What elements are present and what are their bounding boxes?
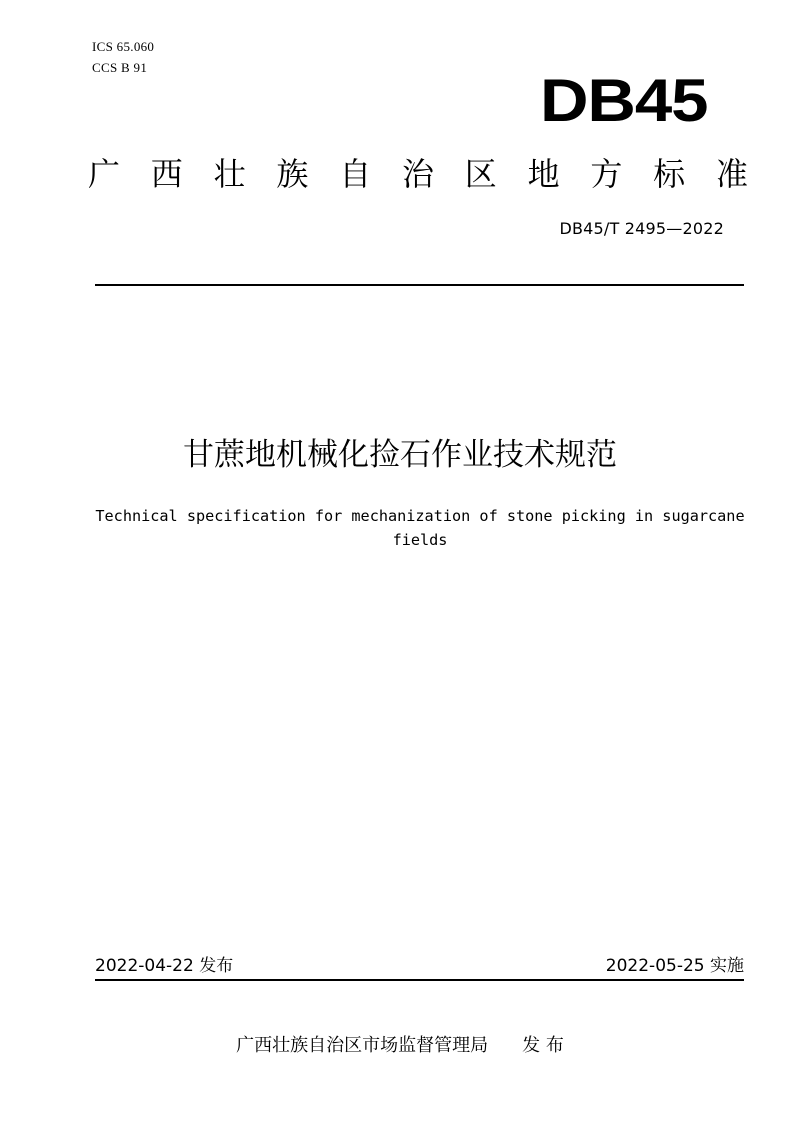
bottom-divider [95,979,744,981]
standard-type-char: 族 [276,155,309,193]
implement-date: 2022-05-25 实施 [605,956,744,976]
standard-type-char: 区 [464,155,497,193]
issuer-line [0,1034,800,1058]
db45-logo: DB45 [540,67,708,134]
standard-type-char: 地 [527,155,560,193]
document-title-cn: 甘蔗地机械化捡石作业技术规范 [183,437,617,473]
ccs-code: CCS B 91 [92,60,148,75]
standard-type-char: 广 [88,155,121,193]
standard-code: DB45/T 2495—2022 [559,219,724,238]
standard-type-char: 自 [339,155,372,193]
publish-date: 2022-04-22 发布 [95,956,234,976]
standard-type-char: 方 [590,155,623,193]
document-title-en: Technical specification for mechanization of stone picking in sugarcane fields [95,507,745,549]
standard-type-char: 标 [653,155,686,193]
standard-type-char: 准 [715,155,748,193]
issuer-name: 广西壮族自治区市场监督管理局 [236,1035,489,1056]
standard-type-char: 西 [150,155,183,193]
ics-code: ICS 65.060 [92,39,155,54]
standard-type-char: 壮 [213,155,246,193]
standard-type-title [88,152,748,196]
issuer-action: 发 布 [522,1035,564,1056]
top-divider [95,284,744,286]
standard-type-char: 治 [401,155,434,193]
